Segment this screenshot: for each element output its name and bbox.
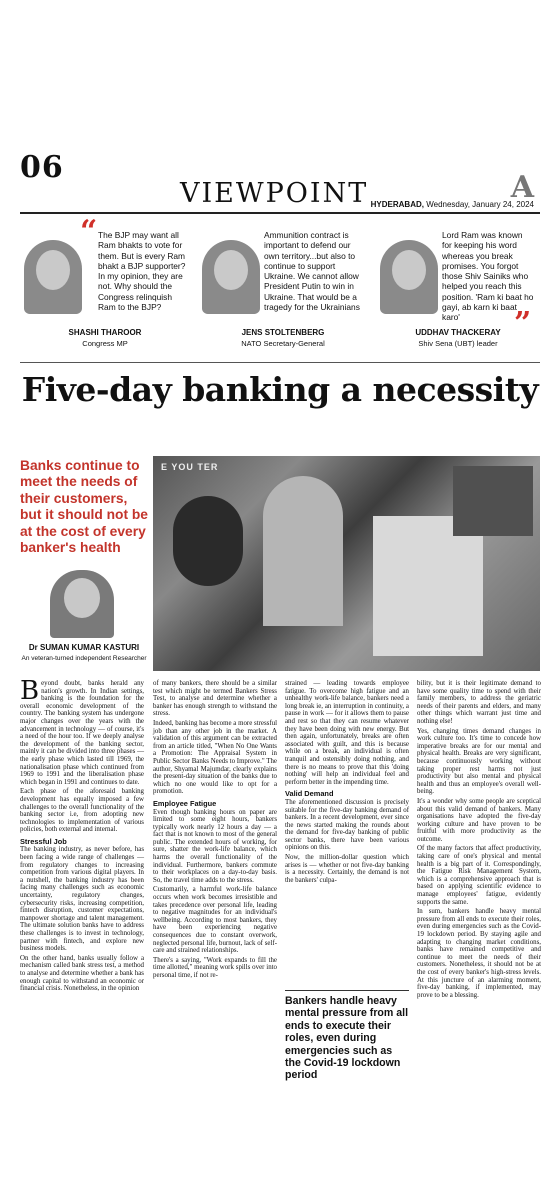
photo-figure [373,516,483,656]
bank-queue-photo [153,456,540,671]
body-paragraph: Of the many factors that affect productivity, taking care of one's physical and mental health is a big part of it. Correspondingly, the Fatigue Risk Management System, which is a comprehensive approach that is based on applying scientific evidence to manage employees' fatigue, evidently supports the same. [417,845,541,906]
quote-role: Congress MP [82,339,128,348]
body-paragraph: Each phase of the aforesaid banking development has equally imposed a few challenges to the overall functionality of the banking sector i.e, from adopting new technologies to implementation of various policies, both external and internal. [20,788,144,834]
body-paragraph: On the other hand, banks usually follow a mechanism called bank stress test, a method to analyse and determine whether a bank has enough capital to withstand an economic or financial crisis. Nonetheless, in the opinion [20,954,144,993]
article-body [20,676,541,1082]
body-paragraph: Now, the million-dollar question which arises is — whether or not five-day banking is a necessity. Certainly, the demand is not the bankers' culpa- [285,854,409,884]
quote-text: Ammunition contract is important to defend our own territory...but also to continue to support Ukraine. We cannot allow President Putin to win in Ukraine. That would be a tragedy for the Ukrainians [264,230,360,313]
close-quote-icon: ” [514,306,532,341]
body-paragraph [20,676,144,786]
dateline-city: HYDERABAD, [370,200,424,209]
dateline-date: Wednesday, January 24, 2024 [426,200,534,209]
portrait-photo [202,240,260,314]
quotes-rule [20,362,540,363]
body-paragraph: bility, but it is their legitimate demand to have some quality time to spend with their family members, to address the geriatric needs of their parents and elders, and many other things which warrant just time and nothing else! [417,680,541,725]
body-paragraph: Indeed, banking has become a more stressful job than any other job in the market. A validation of this argument can be extracted from an article titled, "When No One Wants a Promotion: The Appraisal System in Public Sector Banks Needs to Improve." The author, Shyamal Majumdar, clearly explains the present-day situation of the banks due to which no one would like to opt for a promotion. [153,719,277,796]
subhead: Stressful Job [20,836,67,846]
quote-text: The BJP may want all Ram bhakts to vote for them. But is every Ram bhakt a BJP supporter? In my opinion, they are not. Why should the Congress relinquish Ram to the BJP? [98,230,186,313]
publication-logo: A [510,170,534,205]
quote-name: UDDHAV THACKERAY [415,328,501,337]
article-deck: Banks continue to meet the needs of their customers, but it should not be at the cost of every banker's health [20,458,148,556]
photo-sign-text: E YOU TER [161,462,219,472]
body-column [20,676,144,995]
body-column [285,680,409,886]
portrait-photo [380,240,438,314]
body-column [153,680,277,982]
body-paragraph: There's a saying, "Work expands to fill the time allotted," meaning work spills over into personal time, if not re- [153,956,277,979]
photo-figure [263,476,343,626]
quote-block [376,218,540,358]
author-photo [50,570,114,638]
photo-figure [173,496,243,586]
body-paragraph: strained — leading towards employee fatigue. To overcome high fatigue and an unhealthy work-life balance, bankers need a long break ie, an interruption in continuity, a pause in work — for it allows them to pause and rest so that they can resume whatever they have been doing with new energy. But then again, unfortunately, breaks are often associated with guilt, and this is because while on a break, an individual is often tranquil and ostensibly doing nothing, and there is no means to prove that this 'doing nothing' will help an individual feel and perform better in the impending time. [285,680,409,786]
portrait-photo [24,240,82,314]
open-quote-icon: “ [80,214,98,249]
body-paragraph: The aforementioned discussion is precisely suitable for the five-day banking demand of bankers. In a recent development, ever since the news started making the rounds about the demand for five-day banking of public sector banks, there have been various opinions on this. [285,798,409,852]
photo-figure [453,466,533,536]
body-paragraph: It's a wonder why some people are sceptical about this valid demand of bankers. Many organisations have adopted the five-day working culture and have proven to be fruitful with more productivity as the outcome. [417,797,541,843]
masthead-rule [20,212,540,214]
drop-cap: B [20,676,40,706]
author-name: Dr SUMAN KUMAR KASTURI [28,643,140,652]
subhead: Employee Fatigue [153,798,217,808]
body-paragraph: of many bankers, there should be a similar test which might be termed Bankers Stress Test, to analyse and determine whether a banker has enough strength to withstand the stress. [153,680,277,718]
quote-name: JENS STOLTENBERG [241,328,325,337]
page-number: 06 [20,150,64,185]
quote-block [198,218,368,358]
article-headline: Five-day banking a necessity [21,370,539,409]
author-role: An veteran-turned independent Researcher [21,655,147,662]
dateline [371,200,534,209]
pull-quote: Bankers handle heavy mental pressure from all ends to execute their roles, even during emergencies such as the Covid-19 lockdown period [285,990,409,1082]
quote-text: Lord Ram was known for keeping his word whereas you break promises. You forgot those Shiv Sainiks who helped you reach this position. 'Ram ki baat ho gayi, ab karn ki baat karo' [442,230,534,323]
paragraph-text: eyond doubt, banks herald any nation's growth. In Indian settings, banking is the foundation for the overall economic development of the country. The banking system has undergone major changes over the years with the advancement in technology — of course, it's a need of the hour too. If we deeply analyse the development of the banking sector, mainly it can be divided into three phases — the early phase which lasted till 1969, the nationalisation phase which continued from 1969 to 1991 and the liberalisation phase which began in 1991 and continues to date. [20,680,144,786]
quote-block [20,214,190,358]
body-paragraph: In sum, bankers handle heavy mental pressure from all ends to execute their roles, even during emergencies such as the Covid-19 lockdown period. By staying agile and adapting to changing market conditions, banks have remained competitive and continue to meet the needs of their customers. Nonetheless, it should not be at the cost of every banker's high-stress levels. At this juncture of an alarming moment, five-day banking, if implemented, may prove to be a blessing. [417,908,541,999]
body-paragraph: Even though banking hours on paper are limited to some eight hours, bankers typically work nearly 12 hours a day — a fact that is not known to most of the general public. The extended hours of working, for sure, shatter the work-life balance, which harms the overall functionality of the individual. Furthermore, bankers commute to their workplaces on a day-to-day basis. So, the travel time adds to the stress. [153,808,277,884]
quote-role: NATO Secretary-General [241,339,325,348]
section-title: VIEWPOINT [180,178,369,209]
newspaper-page [20,150,541,1082]
quotes-strip [20,214,540,358]
body-column [417,680,541,1001]
subhead: Valid Demand [285,789,334,799]
quote-name: SHASHI THAROOR [68,328,142,337]
quote-role: Shiv Sena (UBT) leader [418,339,498,348]
body-paragraph: Yes, changing times demand changes in work culture too. It's time to concede how imperative breaks are for our mental and physical health. Breaks are very significant, because continuously working without taking proper rest harms not just productivity but also mental and physical health and thus an employee's overall well-being. [417,727,541,796]
masthead [20,150,540,209]
body-paragraph: Customarily, a harmful work-life balance occurs when work becomes irresistible and takes precedence over personal life, leading to negative magnitudes for an individual's wellbeing. According to most bankers, they have been experiencing negative consequences due to constant overwork, neglected personal life, burnout, lack of self-care and strained relationships. [153,886,277,955]
body-paragraph: The banking industry, as never before, has been facing a wide range of challenges — from regulatory changes to increasing competition from various digital players. In a nutshell, the banking industry has been facing many challenges such as economic uncertainty, regulatory changes, cybersecurity risks, increasing competition, fintech disruption, customer expectations, manpower shortage and talent management. The ultimate solution banks have to address these challenges is to invest in technology, partner with fintech, and explore new business models. [20,846,144,953]
